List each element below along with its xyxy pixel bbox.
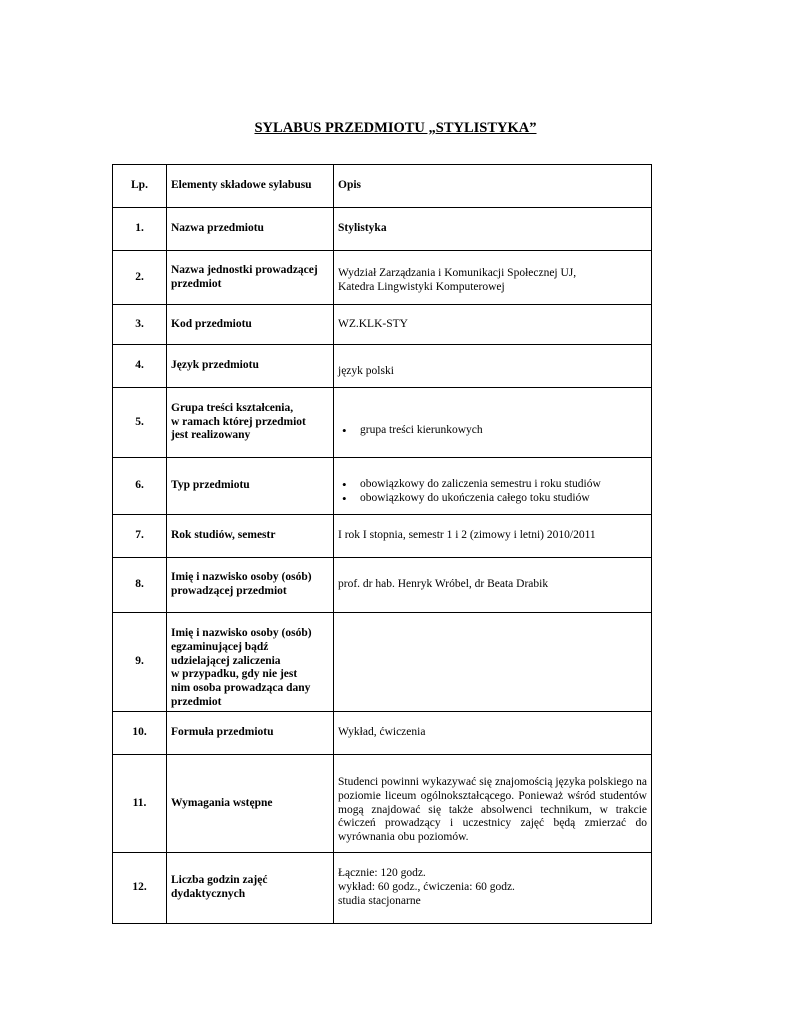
row-number: 9. — [113, 613, 167, 712]
row-element-line: w ramach której przedmiot — [171, 415, 306, 428]
header-elements: Elementy składowe sylabusu — [167, 165, 334, 208]
table-row — [113, 515, 652, 558]
row-element-line: Imię i nazwisko osoby (osób) — [171, 571, 312, 584]
row-description: Studenci powinni wykazywać się znajomością języka polskiego na poziomie liceum ogólnokształcącego. Ponieważ wśród studentów mogą znajdować się także absolwenci technikum, w trakcie ćwiczeń prowadzący i uczestnicy zajęć będą zmierzać do wyrównania obu poziomów. — [334, 755, 652, 853]
row-description-line: wykład: 60 godz., ćwiczenia: 60 godz. — [338, 881, 515, 894]
row-number: 8. — [113, 558, 167, 613]
table-row — [113, 712, 652, 755]
row-description — [334, 613, 652, 712]
row-element: Wymagania wstępne — [167, 755, 334, 853]
row-number: 7. — [113, 515, 167, 558]
row-element-line: Imię i nazwisko osoby (osób) — [171, 627, 312, 639]
row-description: język polski — [334, 345, 652, 388]
row-description — [334, 458, 652, 515]
row-description-line: Wydział Zarządzania i Komunikacji Społecznej UJ, — [338, 266, 577, 279]
row-element — [167, 613, 334, 712]
table-row — [113, 251, 652, 305]
row-element: Kod przedmiotu — [167, 305, 334, 345]
bullet-item: • obowiązkowy do ukończenia całego toku studiów — [338, 492, 647, 506]
table-row — [113, 755, 652, 853]
row-element — [167, 251, 334, 305]
bullet-list — [338, 478, 647, 506]
table-row — [113, 558, 652, 613]
row-element — [167, 558, 334, 613]
table-row — [113, 208, 652, 251]
row-element-line: Nazwa jednostki prowadzącej przedmiot — [171, 263, 318, 290]
row-number: 11. — [113, 755, 167, 853]
table-row — [113, 345, 652, 388]
row-element-line: udzielającej zaliczenia — [171, 654, 281, 667]
table-row — [113, 613, 652, 712]
row-number: 12. — [113, 853, 167, 924]
row-element-line: jest realizowany — [171, 429, 251, 442]
bullet-item: • grupa treści kierunkowych — [338, 424, 647, 438]
row-description: WZ.KLK-STY — [334, 305, 652, 345]
row-element — [167, 853, 334, 924]
row-number: 3. — [113, 305, 167, 345]
header-lp: Lp. — [113, 165, 167, 208]
row-number: 6. — [113, 458, 167, 515]
row-description: Stylistyka — [334, 208, 652, 251]
row-element-line: prowadzącej przedmiot — [171, 585, 287, 597]
row-description: Wykład, ćwiczenia — [334, 712, 652, 755]
row-element: Typ przedmiotu — [167, 458, 334, 515]
row-element: Nazwa przedmiotu — [167, 208, 334, 251]
row-element-line: Liczba godzin zajęć — [171, 874, 268, 887]
table-row — [113, 388, 652, 458]
syllabus-table — [112, 164, 652, 924]
row-element-line: dydaktycznych — [171, 888, 246, 900]
row-description — [334, 388, 652, 458]
bullet-item: • obowiązkowy do zaliczenia semestru i roku studiów — [338, 478, 647, 492]
bullet-list — [338, 424, 647, 438]
row-element-line: Grupa treści kształcenia, — [171, 401, 294, 414]
row-description-line: Katedra Lingwistyki Komputerowej — [338, 280, 505, 293]
row-description-line: Łącznie: 120 godz. — [338, 867, 426, 880]
header-description: Opis — [334, 165, 652, 208]
document-title: SYLABUS PRZEDMIOTU „STYLISTYKA” — [254, 120, 537, 136]
row-number: 5. — [113, 388, 167, 458]
row-description — [334, 853, 652, 924]
row-number: 4. — [113, 345, 167, 388]
row-description: I rok I stopnia, semestr 1 i 2 (zimowy i letni) 2010/2011 — [334, 515, 652, 558]
row-description-line: studia stacjonarne — [338, 894, 421, 907]
table-header-row — [113, 165, 652, 208]
row-element-line: egzaminującej bądź — [171, 640, 269, 653]
row-element — [167, 388, 334, 458]
row-element-line: nim osoba prowadząca dany — [171, 682, 311, 695]
row-description: prof. dr hab. Henryk Wróbel, dr Beata Drabik — [334, 558, 652, 613]
row-description — [334, 251, 652, 305]
row-number: 10. — [113, 712, 167, 755]
row-element: Język przedmiotu — [167, 345, 334, 388]
table-row — [113, 458, 652, 515]
row-element-line: przedmiot — [171, 695, 222, 708]
row-number: 1. — [113, 208, 167, 251]
row-element-line: w przypadku, gdy nie jest — [171, 668, 298, 681]
table-row — [113, 305, 652, 345]
row-element: Formuła przedmiotu — [167, 712, 334, 755]
table-row — [113, 853, 652, 924]
row-element: Rok studiów, semestr — [167, 515, 334, 558]
row-number: 2. — [113, 251, 167, 305]
